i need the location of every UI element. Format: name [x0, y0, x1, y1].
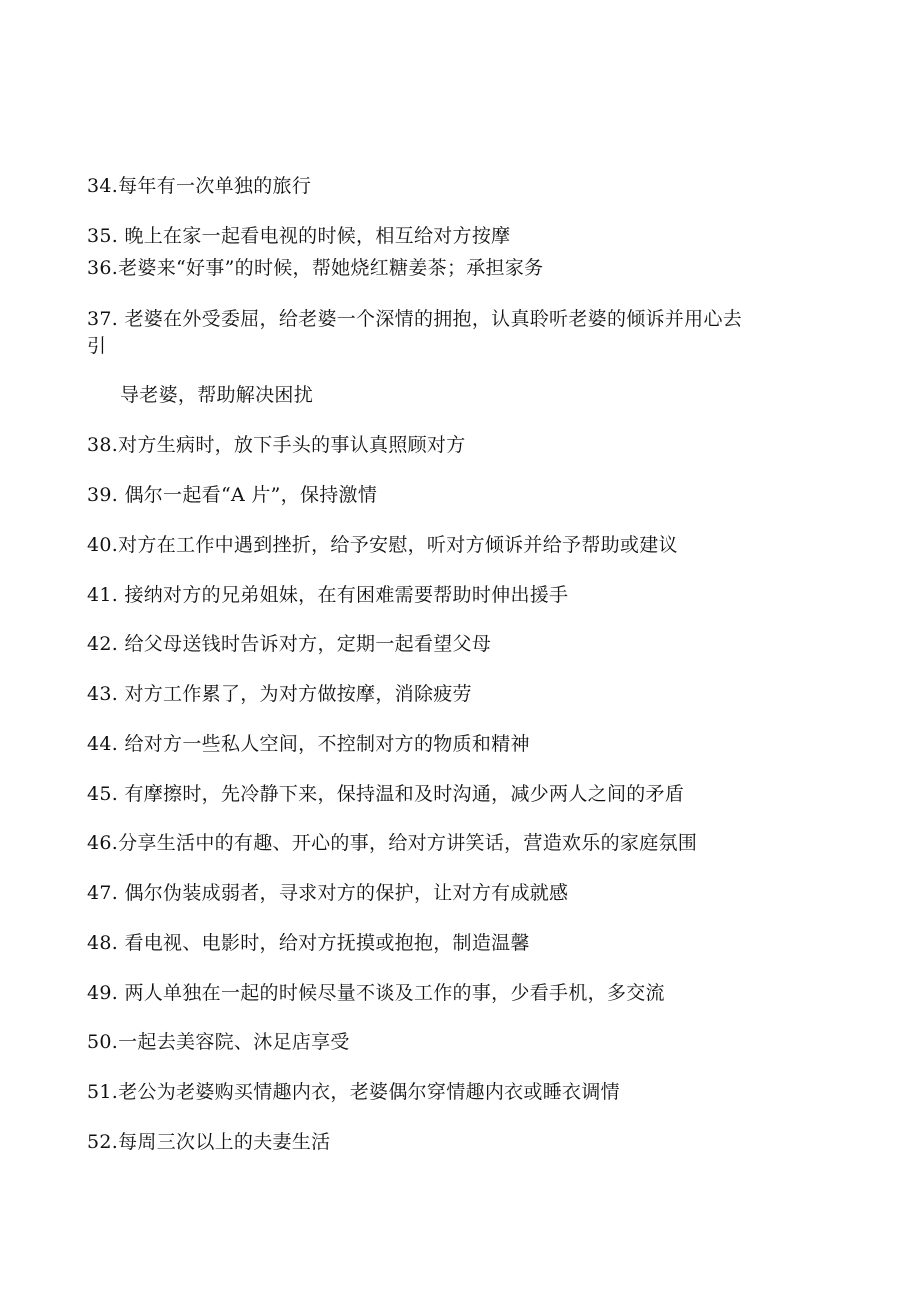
item-number: 36 — [87, 257, 112, 279]
item-text: . 看电视、电影时，给对方抚摸或抱抱，制造温馨 — [111, 932, 530, 954]
item-text: 引 — [87, 335, 107, 357]
list-item — [87, 1080, 620, 1104]
item-text: . 给对方一些私人空间，不控制对方的物质和精神 — [111, 733, 530, 755]
list-item — [87, 931, 530, 955]
item-text: .一起去美容院、沐足店享受 — [111, 1031, 350, 1053]
item-text: . 晚上在家一起看电视的时候，相互给对方按摩 — [111, 225, 511, 247]
item-text: .分享生活中的有趣、开心的事，给对方讲笑话，营造欢乐的家庭氛围 — [111, 832, 698, 854]
list-item-continuation — [87, 334, 106, 358]
item-text: .对方生病时，放下手头的事认真照顾对方 — [111, 434, 466, 456]
list-item — [87, 533, 678, 557]
item-number: 35 — [87, 225, 112, 247]
list-item — [87, 881, 568, 905]
item-text: 导老婆，帮助解决困扰 — [120, 384, 314, 406]
list-item — [87, 583, 568, 607]
list-item — [87, 174, 311, 198]
list-item — [87, 256, 543, 280]
list-item — [87, 831, 697, 855]
item-number: 48 — [87, 932, 112, 954]
list-item — [87, 732, 530, 756]
item-text: .老公为老婆购买情趣内衣，老婆偶尔穿情趣内衣或睡衣调情 — [111, 1081, 620, 1103]
item-text: . 给父母送钱时告诉对方，定期一起看望父母 — [111, 633, 492, 655]
item-number: 47 — [87, 882, 112, 904]
item-number: 50 — [87, 1031, 112, 1053]
item-number: 41 — [87, 584, 112, 606]
item-number: 39 — [87, 484, 112, 506]
item-number: 46 — [87, 832, 112, 854]
item-text: .老婆来“好事”的时候，帮她烧红糖姜茶；承担家务 — [111, 257, 544, 279]
list-item — [87, 981, 665, 1005]
list-item — [87, 632, 491, 656]
item-number: 42 — [87, 633, 112, 655]
item-text: . 偶尔伪装成弱者，寻求对方的保护，让对方有成就感 — [111, 882, 569, 904]
item-number: 44 — [87, 733, 112, 755]
list-item-continuation — [120, 383, 313, 407]
item-text: .每年有一次单独的旅行 — [111, 175, 312, 197]
item-text: . 对方工作累了，为对方做按摩，消除疲劳 — [111, 683, 472, 705]
list-item — [87, 433, 466, 457]
item-number: 52 — [87, 1131, 112, 1153]
list-item — [87, 782, 684, 806]
list-item — [87, 1130, 330, 1154]
list-item — [87, 224, 510, 248]
item-text: . 偶尔一起看“A 片”，保持激情 — [111, 484, 378, 506]
item-number: 40 — [87, 534, 112, 556]
item-text: . 老婆在外受委屈，给老婆一个深情的拥抱，认真聆听老婆的倾诉并用心去 — [111, 308, 743, 330]
item-number: 34 — [87, 175, 112, 197]
item-text: . 接纳对方的兄弟姐妹，在有困难需要帮助时伸出援手 — [111, 584, 569, 606]
item-text: . 两人单独在一起的时候尽量不谈及工作的事，少看手机，多交流 — [111, 982, 665, 1004]
item-text: .每周三次以上的夫妻生活 — [111, 1131, 331, 1153]
item-number: 45 — [87, 783, 112, 805]
item-number: 38 — [87, 434, 112, 456]
list-item — [87, 483, 377, 507]
item-number: 43 — [87, 683, 112, 705]
item-text: . 有摩擦时，先冷静下来，保持温和及时沟通，减少两人之间的矛盾 — [111, 783, 685, 805]
list-item — [87, 1030, 350, 1054]
list-item — [87, 682, 472, 706]
item-number: 37 — [87, 308, 112, 330]
item-text: .对方在工作中遇到挫折，给予安慰，听对方倾诉并给予帮助或建议 — [111, 534, 678, 556]
item-number: 51 — [87, 1081, 112, 1103]
list-item — [87, 307, 742, 331]
item-number: 49 — [87, 982, 112, 1004]
